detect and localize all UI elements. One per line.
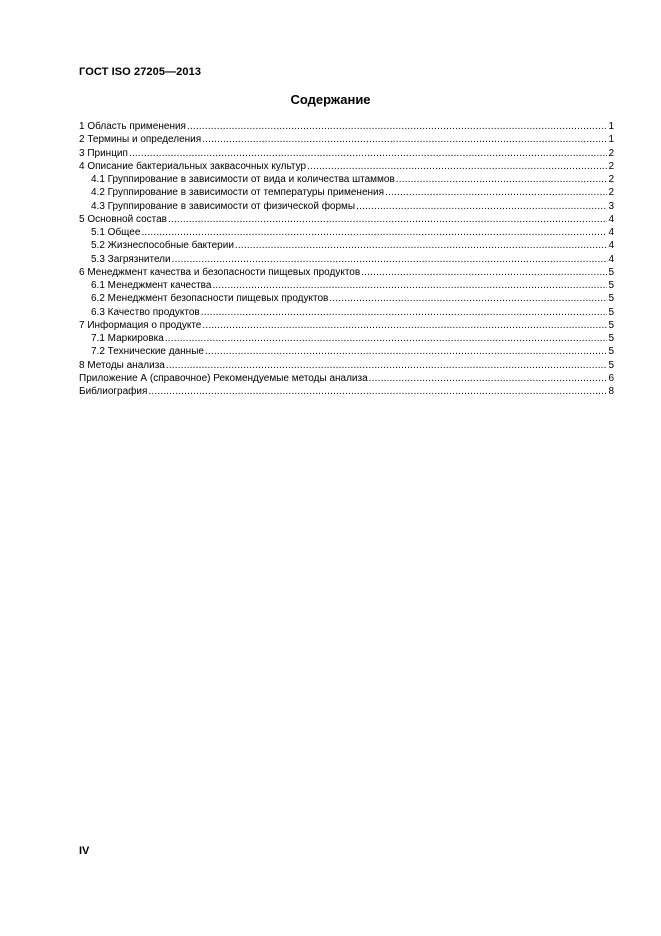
toc-dot-leader [187,120,607,133]
toc-entry-title: 6.2 Менеджмент безопасности пищевых продуктов [91,293,329,305]
toc-dot-leader [202,133,607,146]
toc-entry-page: 4 [608,227,614,238]
toc-entry[interactable] [79,306,614,319]
toc-dot-leader [369,372,608,385]
toc-dot-leader [385,186,607,199]
toc-entry-page: 5 [608,266,614,278]
toc-dot-leader [165,332,608,345]
toc-entry-page: 2 [608,147,614,159]
toc-entry-title: 1 Область применения [79,121,186,132]
toc-entry[interactable] [79,253,614,266]
toc-dot-leader [396,173,608,186]
toc-entry[interactable] [79,239,614,252]
toc-entry-title: 5.3 Загрязнители [91,253,171,265]
toc-entry-title: 5.2 Жизнеспособные бактерии [91,240,234,252]
toc-dot-leader [172,253,608,266]
toc-entry-title: 7.2 Технические данные [91,346,204,358]
toc-entry-page: 8 [608,386,614,397]
toc-heading: Содержание [290,92,371,107]
toc-dot-leader [329,292,607,305]
toc-entry-page: 4 [608,213,614,225]
toc-dot-leader [235,239,608,252]
toc-entry[interactable] [79,319,614,332]
toc-entry-title: 8 Методы анализа [79,359,165,371]
table-of-contents [79,120,614,398]
toc-entry-title: 7.1 Маркировка [91,333,164,344]
toc-dot-leader [168,213,607,226]
toc-entry-page: 2 [608,187,614,199]
toc-entry-page: 1 [608,134,614,146]
toc-entry[interactable] [79,160,614,173]
toc-dot-leader [148,385,607,398]
toc-entry-page: 1 [608,121,614,132]
toc-dot-leader [202,319,607,332]
toc-dot-leader [141,226,607,239]
toc-entry-title: 4 Описание бактериальных заквасочных культур [79,160,307,172]
toc-entry-title: 7 Информация о продукте [79,319,202,331]
toc-entry-title: 4.1 Группирование в зависимости от вида и количества штаммов [91,174,395,185]
toc-entry[interactable] [79,186,614,199]
toc-entry-page: 5 [608,319,614,331]
toc-entry[interactable] [79,120,614,133]
toc-dot-leader [201,306,608,319]
toc-entry[interactable] [79,332,614,345]
toc-entry-title: 4.3 Группирование в зависимости от физической формы [91,200,356,212]
toc-entry-page: 5 [608,293,614,305]
toc-entry[interactable] [79,279,614,292]
toc-entry-page: 4 [608,240,614,252]
toc-dot-leader [129,147,608,160]
toc-entry-page: 2 [608,174,614,185]
toc-dot-leader [205,345,607,358]
toc-entry-page: 5 [608,333,614,344]
toc-entry[interactable] [79,292,614,305]
toc-entry-title: 2 Термины и определения [79,134,202,146]
toc-entry[interactable] [79,133,614,146]
toc-dot-leader [307,160,607,173]
toc-entry-page: 2 [608,160,614,172]
toc-entry-page: 5 [608,280,614,291]
toc-entry-title: 3 Принцип [79,147,128,159]
toc-entry-title: 4.2 Группирование в зависимости от температуры применения [91,187,385,199]
toc-dot-leader [361,266,607,279]
toc-entry[interactable] [79,372,614,385]
toc-dot-leader [356,200,607,213]
toc-entry[interactable] [79,200,614,213]
toc-entry-title: 5 Основной состав [79,213,167,225]
toc-entry-title: Библиография [79,386,148,397]
toc-entry[interactable] [79,359,614,372]
toc-entry-title: 6.3 Качество продуктов [91,306,200,318]
toc-entry-page: 5 [608,346,614,358]
page-number: IV [79,845,90,857]
toc-entry[interactable] [79,173,614,186]
toc-entry[interactable] [79,213,614,226]
toc-entry[interactable] [79,226,614,239]
toc-entry-page: 5 [608,359,614,371]
toc-entry-title: Приложение А (справочное) Рекомендуемые методы анализа [79,372,368,384]
toc-entry[interactable] [79,266,614,279]
toc-entry-title: 5.1 Общее [91,227,141,238]
toc-entry-title: 6.1 Менеджмент качества [91,280,212,291]
toc-dot-leader [212,279,607,292]
toc-entry-page: 4 [608,253,614,265]
toc-entry-page: 3 [608,200,614,212]
toc-entry[interactable] [79,385,614,398]
toc-dot-leader [166,359,608,372]
toc-entry[interactable] [79,147,614,160]
toc-entry-title: 6 Менеджмент качества и безопасности пищевых продуктов [79,266,361,278]
toc-entry-page: 6 [608,372,614,384]
toc-entry-page: 5 [608,306,614,318]
document-code: ГОСТ ISO 27205—2013 [79,66,202,78]
toc-entry[interactable] [79,345,614,358]
